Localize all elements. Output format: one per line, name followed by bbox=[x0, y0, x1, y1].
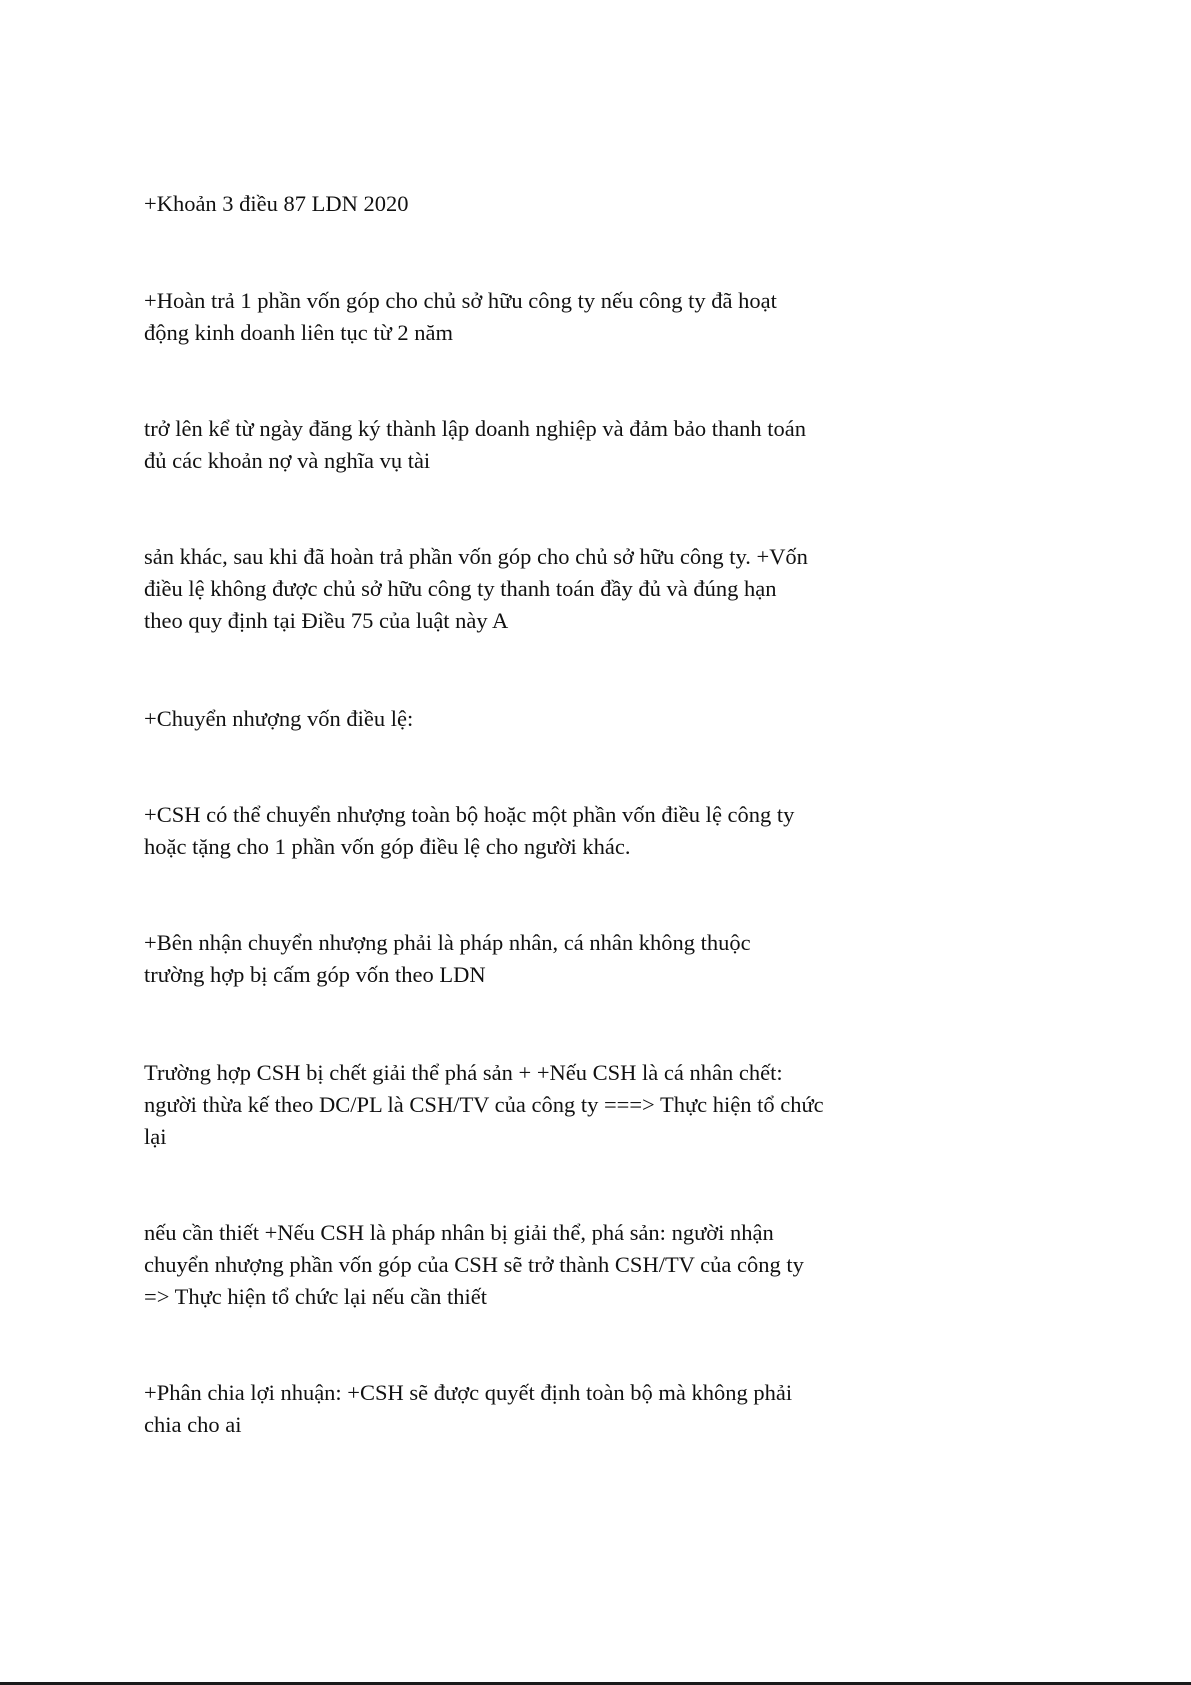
paragraph-clause-reference: +Khoản 3 điều 87 LDN 2020 bbox=[144, 191, 409, 216]
paragraph-refund-conditions: trở lên kể từ ngày đăng ký thành lập doanh nghiệp và đảm bảo thanh toán đủ các khoản nợ và nghĩa vụ tài bbox=[144, 416, 807, 473]
paragraph-transferee: +Bên nhận chuyển nhượng phải là pháp nhân, cá nhân không thuộc trường hợp bị cấm góp vốn theo LDN bbox=[144, 930, 751, 987]
paragraph-charter-capital: sản khác, sau khi đã hoàn trả phần vốn góp cho chủ sở hữu công ty. +Vốn điều lệ không được chủ sở hữu công ty thanh toán đầy đủ và đúng hạn theo quy định tại Điều 75 của luật này A bbox=[144, 544, 808, 633]
paragraph-owner-dissolution: nếu cần thiết +Nếu CSH là pháp nhân bị giải thể, phá sản: người nhận chuyển nhượng phần vốn góp của CSH sẽ trở thành CSH/TV của công ty => Thực hiện tổ chức lại nếu cần thiết bbox=[144, 1220, 804, 1309]
paragraph-owner-death: Trường hợp CSH bị chết giải thể phá sản + +Nếu CSH là cá nhân chết: người thừa kế theo DC/PL là CSH/TV của công ty ===> Thực hiện tổ chức lại bbox=[144, 1060, 824, 1149]
paragraph-transfer-heading: +Chuyển nhượng vốn điều lệ: bbox=[144, 706, 414, 731]
paragraph-capital-refund: +Hoàn trả 1 phần vốn góp cho chủ sở hữu công ty nếu công ty đã hoạt động kinh doanh liên tục từ 2 năm bbox=[144, 288, 777, 345]
paragraph-profit-distribution: +Phân chia lợi nhuận: +CSH sẽ được quyết định toàn bộ mà không phải chia cho ai bbox=[144, 1380, 793, 1437]
paragraph-transfer-rights: +CSH có thể chuyển nhượng toàn bộ hoặc một phần vốn điều lệ công ty hoặc tặng cho 1 phần vốn góp điều lệ cho người khác. bbox=[144, 802, 795, 859]
